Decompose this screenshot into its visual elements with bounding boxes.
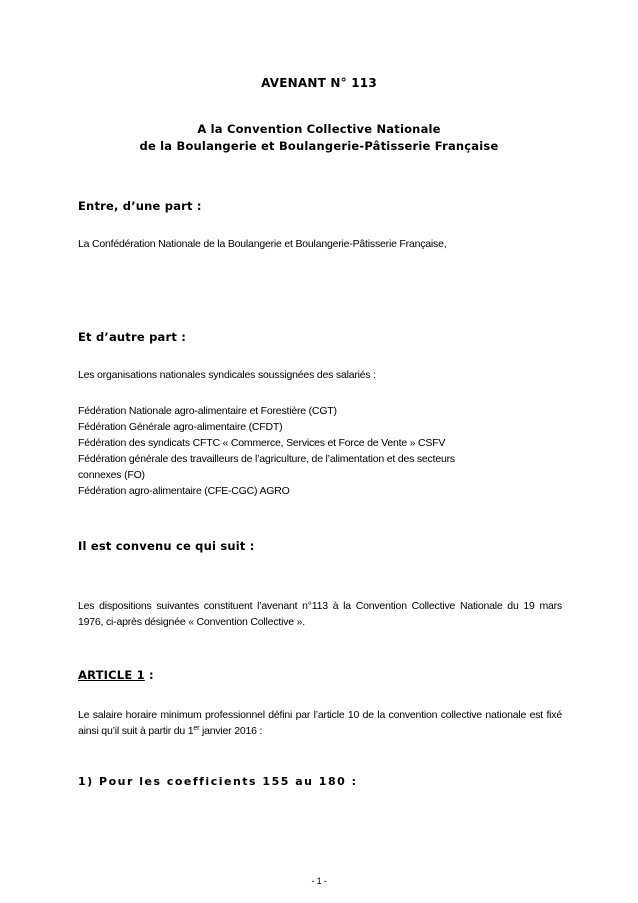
article1-text-main: Le salaire horaire minimum professionnel défini par l’article 10 de la convention collective nationale est fixé ainsi qu’il suit à partir du 1 [78,709,562,737]
party2-heading: Et d’autre part : [78,330,187,344]
org-item: Fédération agro-alimentaire (CFE-CGC) AGRO [78,485,290,497]
party1-heading: Entre, d’une part : [78,199,202,213]
party2-intro: Les organisations nationales syndicales soussignées des salariés : [78,369,376,381]
party1-text: La Confédération Nationale de la Boulangerie et Boulangerie-Pâtisserie Française, [78,238,447,250]
article1-sup: er [193,725,200,732]
subtitle-line-2: de la Boulangerie et Boulangerie-Pâtisserie Française [139,139,499,153]
article1-text-end: janvier 2016 : [199,725,263,737]
org-item: Fédération générale des travailleurs de l’agriculture, de l’alimentation et des secteurs [78,453,455,465]
page-number: - 1 - [311,876,327,886]
section1-heading: 1) Pour les coefficients 155 au 180 : [78,775,358,788]
org-item: Fédération Générale agro-alimentaire (CFDT) [78,421,283,433]
article1-text [78,707,562,739]
article1-colon: : [144,668,154,682]
org-item: connexes (FO) [78,469,145,481]
article1-label: ARTICLE 1 [78,668,145,682]
org-item: Fédération Nationale agro-alimentaire et Forestière (CGT) [78,405,337,417]
subtitle-line-1: A la Convention Collective Nationale [197,122,441,136]
org-item: Fédération des syndicats CFTC « Commerce, Services et Force de Vente » CSFV [78,437,446,449]
agreed-heading: Il est convenu ce qui suit : [78,539,255,553]
document-title: AVENANT N° 113 [261,76,377,90]
agreed-text: Les dispositions suivantes constituent l’avenant n°113 à la Convention Collective Nationale du 19 mars 1976, ci-après désignée « Convention Collective ». [78,600,562,628]
article1-heading [78,668,154,682]
org-list [78,403,455,499]
